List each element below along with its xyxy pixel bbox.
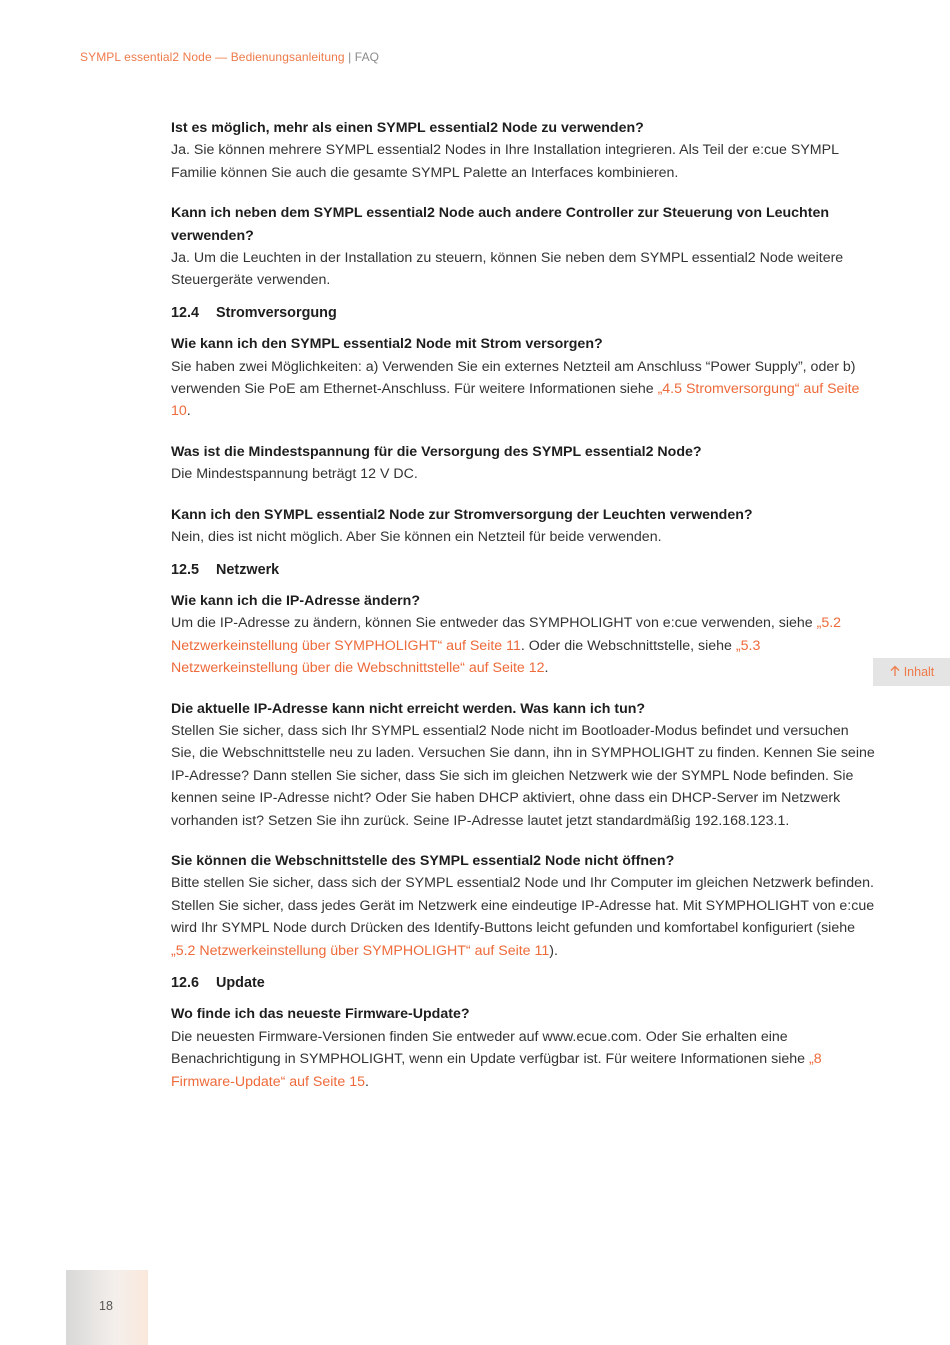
faq-question: Kann ich neben dem SYMPL essential2 Node auch andere Controller zur Steuerung von Leuchten verwenden? <box>171 205 830 244</box>
section-title: Update <box>216 975 265 991</box>
faq-question: Die aktuelle IP-Adresse kann nicht erreicht werden. Was kann ich tun? <box>171 700 646 717</box>
section-number: 12.4 <box>171 304 200 321</box>
faq-item-power-luminaires <box>171 504 875 549</box>
page-number-tab <box>66 1270 148 1345</box>
faq-answer: Ja. Um die Leuchten in der Installation zu steuern, können Sie neben dem SYMPL essential2 Node weitere Steuergeräte verwenden. <box>171 250 844 289</box>
section-heading-stromversorgung <box>171 302 875 324</box>
faq-answer: Stellen Sie sicher, dass sich Ihr SYMPL essential2 Node nicht im Bootloader-Modus befindet und versuchen Sie, die Webschnittstelle neu zu laden. Versuchen Sie dann, ihn in SYMPHOLIGHT zu finden. Kennen Sie seine IP-Adresse? Dann stellen Sie sicher, dass Sie sich im gleichen Netzwerk wie der SYMPL Node befinden. Sie kennen seine IP-Adresse nicht? Oder Sie haben DHCP aktiviert, ohne dass ein DHCP-Server im Netzwerk vorhanden ist? Setzen Sie ihn zurück. Seine IP-Adresse lautet jetzt standardmäßig 192.168.123.1. <box>171 722 875 829</box>
faq-question: Ist es möglich, mehr als einen SYMPL essential2 Node zu verwenden? <box>171 120 644 136</box>
faq-item-ip-unreachable <box>171 698 875 832</box>
faq-question: Sie können die Webschnittstelle des SYMPL essential2 Node nicht öffnen? <box>171 852 675 869</box>
faq-item-power-supply <box>171 333 875 423</box>
faq-item-firmware <box>171 1003 875 1093</box>
faq-item-other-controllers <box>171 202 875 292</box>
faq-answer <box>171 872 875 962</box>
header-separator: | <box>348 50 352 64</box>
main-content <box>171 117 875 1111</box>
answer-text: Sie haben zwei Möglichkeiten: a) Verwenden Sie ein externes Netzteil am Anschluss “Power Supply”, oder b) verwenden Sie PoE am Ethernet-Anschluss. Für weitere Informationen siehe <box>171 358 856 398</box>
section-heading-update <box>171 972 875 994</box>
answer-text: ). <box>549 942 558 959</box>
section-heading-netzwerk <box>171 559 875 581</box>
section-title: Netzwerk <box>216 561 280 578</box>
faq-question: Was ist die Mindestspannung für die Versorgung des SYMPL essential2 Node? <box>171 443 702 460</box>
faq-answer: Nein, dies ist nicht möglich. Aber Sie können ein Netzteil für beide verwenden. <box>171 529 662 546</box>
faq-item-change-ip <box>171 590 875 680</box>
faq-answer <box>171 356 875 423</box>
faq-item-webinterface <box>171 850 875 962</box>
running-header <box>80 50 379 64</box>
faq-question: Kann ich den SYMPL essential2 Node zur Stromversorgung der Leuchten verwenden? <box>171 506 753 523</box>
faq-question: Wie kann ich die IP-Adresse ändern? <box>171 592 421 609</box>
faq-item-min-voltage <box>171 441 875 486</box>
faq-item-multiple-nodes <box>171 117 875 184</box>
faq-question: Wo finde ich das neueste Firmware-Update? <box>171 1006 470 1023</box>
link-network-sympholight[interactable]: „5.2 Netzwerkeinstellung über SYMPHOLIGHT“ auf Seite 11 <box>171 942 550 959</box>
section-number: 12.6 <box>171 975 200 991</box>
answer-text: . <box>544 660 549 677</box>
faq-answer: Ja. Sie können mehrere SYMPL essential2 Nodes in Ihre Installation integrieren. Als Teil der e:cue SYMPL Familie können Sie auch die gesamte SYMPL Palette an Interfaces kombinieren. <box>171 142 839 181</box>
answer-text: Bitte stellen Sie sicher, dass sich der SYMPL essential2 Node und Ihr Computer im gleichen Netzwerk befinden. Stellen Sie sicher, dass jedes Gerät im Netzwerk eine eindeutige IP-Adresse hat. Mit SYMPHOLIGHT von e:cue wird Ihr SYMPL Node durch Drücken des Identify-Buttons leicht gefunden und komfortabel konfiguriert (siehe <box>171 875 875 937</box>
answer-text: Die neuesten Firmware-Versionen finden Sie entweder auf www.ecue.com. Oder Sie erhalten eine Benachrichtigung in SYMPHOLIGHT, wenn ein Update verfügbar ist. Für weitere Informationen siehe <box>171 1028 809 1068</box>
answer-text: . Oder die Webschnittstelle, siehe <box>520 637 736 654</box>
link-stromversorgung[interactable]: „4.5 Stromversorgung“ auf Seite 10 <box>171 381 860 420</box>
header-section-name: FAQ <box>354 50 380 64</box>
link-network-webinterface[interactable]: „5.3 Netzwerkeinstellung über die Webschnittstelle“ auf Seite 12 <box>171 637 761 677</box>
section-number: 12.5 <box>171 561 200 578</box>
answer-text: Um die IP-Adresse zu ändern, können Sie entweder das SYMPHOLIGHT von e:cue verwenden, siehe <box>171 615 817 632</box>
link-firmware-update[interactable]: „8 Firmware-Update“ auf Seite 15 <box>171 1051 822 1090</box>
section-title: Stromversorgung <box>216 304 337 321</box>
answer-text: . <box>186 403 191 420</box>
faq-question: Wie kann ich den SYMPL essential2 Node mit Strom versorgen? <box>171 336 603 353</box>
table-of-contents-button[interactable] <box>873 658 950 686</box>
link-network-sympholight[interactable]: „5.2 Netzwerkeinstellung über SYMPHOLIGHT“ auf Seite 11 <box>171 615 842 654</box>
page-number: 18 <box>99 1299 113 1313</box>
answer-text: . <box>364 1073 369 1090</box>
faq-answer: Die Mindestspannung beträgt 12 V DC. <box>171 466 418 483</box>
faq-answer <box>171 1026 875 1093</box>
arrow-up-icon <box>889 665 901 680</box>
faq-answer <box>171 612 875 679</box>
header-document-title: SYMPL essential2 Node — Bedienungsanleitung <box>80 50 345 64</box>
table-of-contents-label: Inhalt <box>903 665 935 679</box>
